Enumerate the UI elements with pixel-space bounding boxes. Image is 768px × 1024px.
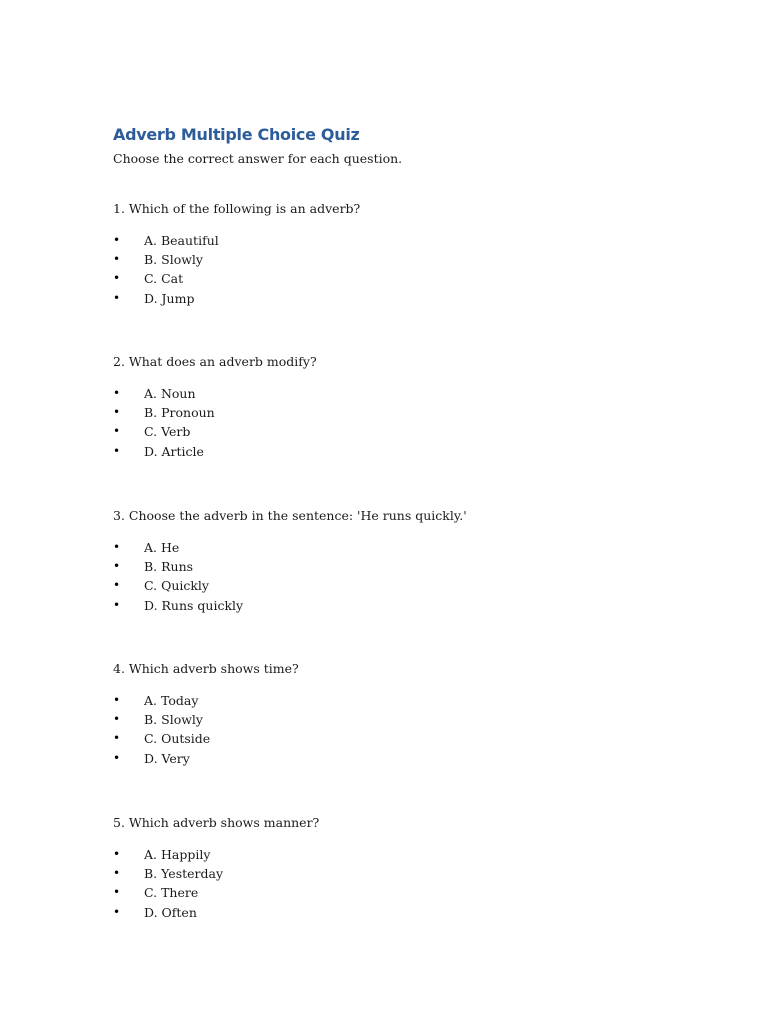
bullet-icon: • <box>113 252 121 267</box>
bullet-icon: • <box>113 271 121 286</box>
option-label: B. Yesterday <box>144 866 224 882</box>
bullet-icon: • <box>113 750 121 765</box>
bullet-icon: • <box>113 904 121 919</box>
option-label: D. Jump <box>144 290 195 306</box>
option-label: D. Often <box>144 904 197 920</box>
bullet-icon: • <box>113 712 121 727</box>
option-label: C. Quickly <box>144 578 209 594</box>
question-text: 1. Which of the following is an adverb? <box>113 201 361 216</box>
option-label: A. Noun <box>144 386 196 401</box>
question-text: 4. Which adverb shows time? <box>113 661 299 676</box>
document-page <box>113 122 713 920</box>
list-item <box>113 231 713 250</box>
bullet-icon: • <box>113 559 121 574</box>
option-label: B. Pronoun <box>144 405 215 421</box>
list-item <box>113 883 713 902</box>
option-label: D. Very <box>144 750 190 766</box>
bullet-icon: • <box>113 233 121 247</box>
question-block <box>113 200 713 308</box>
list-item <box>113 269 713 288</box>
bullet-icon: • <box>113 386 121 400</box>
option-list <box>113 231 713 308</box>
list-item <box>113 422 713 441</box>
bullet-icon: • <box>113 424 121 439</box>
bullet-icon: • <box>113 405 121 420</box>
question-text: 2. What does an adverb modify? <box>113 354 317 369</box>
bullet-icon: • <box>113 693 121 707</box>
question-block <box>113 507 713 615</box>
option-label: D. Runs quickly <box>144 597 244 613</box>
option-label: B. Runs <box>144 559 194 575</box>
list-item <box>113 403 713 422</box>
option-label: D. Article <box>144 443 204 459</box>
option-label: C. There <box>144 885 199 901</box>
bullet-icon: • <box>113 866 121 881</box>
option-list <box>113 691 713 768</box>
bullet-icon: • <box>113 847 121 861</box>
option-label: C. Cat <box>144 271 184 287</box>
bullet-icon: • <box>113 540 121 554</box>
list-item <box>113 729 713 748</box>
bullet-icon: • <box>113 443 121 458</box>
list-item <box>113 596 713 615</box>
option-list <box>113 384 713 461</box>
bullet-icon: • <box>113 578 121 593</box>
list-item <box>113 691 713 710</box>
option-label: C. Outside <box>144 731 211 747</box>
option-label: B. Slowly <box>144 712 203 728</box>
list-item <box>113 576 713 595</box>
option-label: A. He <box>144 540 180 555</box>
list-item <box>113 384 713 403</box>
option-list <box>113 538 713 615</box>
question-text: 5. Which adverb shows manner? <box>113 815 320 830</box>
option-label: A. Today <box>144 693 199 708</box>
bullet-icon: • <box>113 597 121 612</box>
option-list <box>113 845 713 922</box>
list-item <box>113 749 713 768</box>
question-block <box>113 814 713 922</box>
bullet-icon: • <box>113 885 121 900</box>
question-block <box>113 660 713 768</box>
question-block <box>113 353 713 461</box>
option-label: C. Verb <box>144 424 191 440</box>
question-text: 3. Choose the adverb in the sentence: 'He runs quickly.' <box>113 508 467 523</box>
bullet-icon: • <box>113 731 121 746</box>
list-item <box>113 557 713 576</box>
list-item <box>113 538 713 557</box>
intro-text: Choose the correct answer for each question. <box>113 151 403 166</box>
option-label: B. Slowly <box>144 252 203 268</box>
bullet-icon: • <box>113 290 121 305</box>
option-label: A. Beautiful <box>144 233 219 248</box>
option-label: A. Happily <box>144 847 211 862</box>
list-item <box>113 289 713 308</box>
list-item <box>113 903 713 922</box>
page-title: Adverb Multiple Choice Quiz <box>113 125 360 144</box>
list-item <box>113 864 713 883</box>
list-item <box>113 442 713 461</box>
list-item <box>113 845 713 864</box>
list-item <box>113 250 713 269</box>
list-item <box>113 710 713 729</box>
